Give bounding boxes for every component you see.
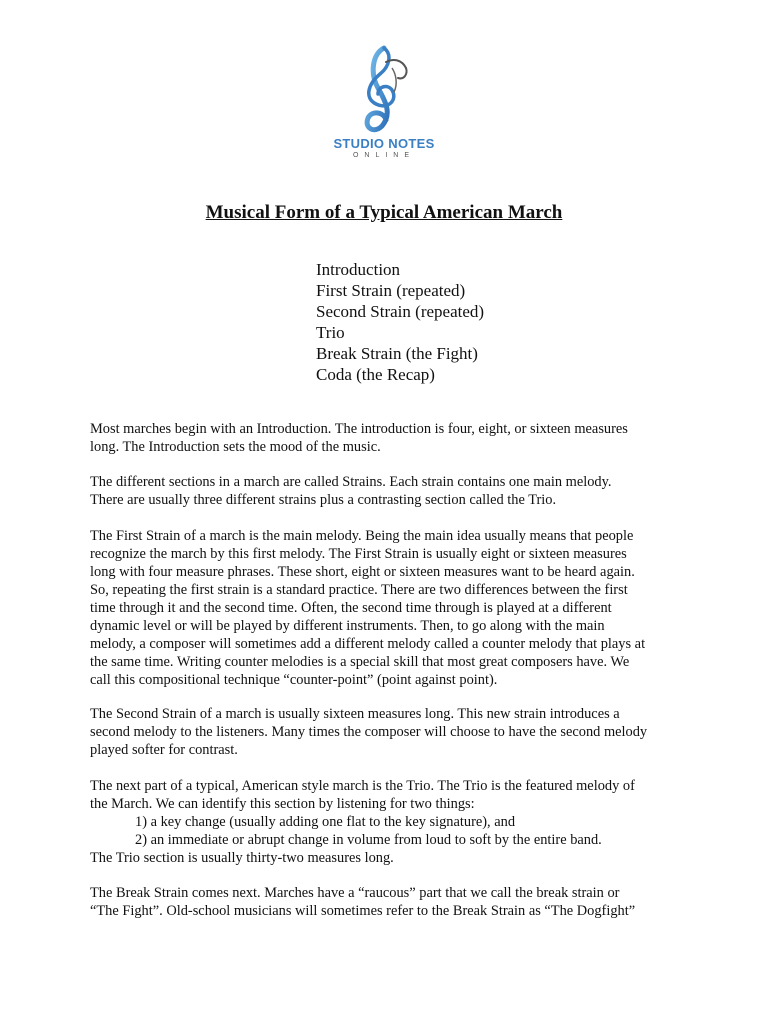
outline-item: First Strain (repeated)	[316, 281, 466, 300]
paragraph-line: The Trio section is usually thirty-two measures long.	[90, 850, 394, 866]
outline-item: Trio	[316, 323, 345, 342]
paragraph-line: dynamic level or will be played by different instruments. Then, to go along with the main	[90, 618, 605, 634]
paragraph-line: long. The Introduction sets the mood of the music.	[90, 439, 381, 455]
outline-item: Break Strain (the Fight)	[316, 344, 478, 363]
logo-brand-subtitle: ONLINE	[352, 152, 416, 159]
strains-paragraph	[90, 473, 700, 509]
paragraph-line: The First Strain of a march is the main melody. Being the main idea usually means that people	[90, 528, 634, 544]
numbered-list-item: 2) an immediate or abrupt change in volume from loud to soft by the entire band.	[135, 832, 602, 848]
paragraph-line: call this compositional technique “counter-point” (point against point).	[90, 672, 498, 688]
form-outline-list	[316, 259, 484, 385]
outline-item: Second Strain (repeated)	[316, 302, 485, 321]
outline-item: Introduction	[316, 260, 401, 279]
break-strain-paragraph	[90, 884, 700, 920]
paragraph-line: Most marches begin with an Introduction. The introduction is four, eight, or sixteen measures	[90, 421, 628, 437]
paragraph-line: The Break Strain comes next. Marches have a “raucous” part that we call the break strain or	[90, 885, 620, 901]
second-strain-paragraph	[90, 705, 700, 759]
outline-item: Coda (the Recap)	[316, 365, 435, 384]
logo-brand-name: STUDIO NOTES	[333, 136, 435, 151]
trio-paragraph	[90, 777, 700, 867]
paragraph-line: recognize the march by this first melody. The First Strain is usually eight or sixteen measures	[90, 546, 627, 562]
introduction-paragraph	[90, 420, 700, 456]
treble-clef-logo-icon	[348, 44, 420, 136]
paragraph-line: “The Fight”. Old-school musicians will sometimes refer to the Break Strain as “The Dogfight”	[90, 903, 636, 919]
paragraph-line: second melody to the listeners. Many times the composer will choose to have the second melody	[90, 724, 648, 740]
first-strain-paragraph	[90, 527, 700, 689]
paragraph-line: The next part of a typical, American style march is the Trio. The Trio is the featured melody of	[90, 778, 635, 794]
paragraph-line: So, repeating the first strain is a standard practice. There are two differences between the first	[90, 582, 628, 598]
paragraph-line: the same time. Writing counter melodies is a special skill that most great composers have. We	[90, 654, 630, 670]
paragraph-line: The different sections in a march are called Strains. Each strain contains one main melody.	[90, 474, 612, 490]
studio-notes-logo	[330, 44, 438, 162]
paragraph-line: played softer for contrast.	[90, 742, 238, 758]
paragraph-line: long with four measure phrases. These short, eight or sixteen measures want to be heard again.	[90, 564, 635, 580]
paragraph-line: the March. We can identify this section by listening for two things:	[90, 796, 475, 812]
paragraph-line: The Second Strain of a march is usually sixteen measures long. This new strain introduces a	[90, 706, 620, 722]
paragraph-line: There are usually three different strains plus a contrasting section called the Trio.	[90, 492, 557, 508]
numbered-list-item: 1) a key change (usually adding one flat to the key signature), and	[135, 814, 516, 830]
paragraph-line: melody, a composer will sometimes add a different melody called a counter melody that plays at	[90, 636, 646, 652]
paragraph-line: time through it and the second time. Often, the second time through is played at a different	[90, 600, 612, 616]
document-title: Musical Form of a Typical American March	[205, 202, 563, 223]
